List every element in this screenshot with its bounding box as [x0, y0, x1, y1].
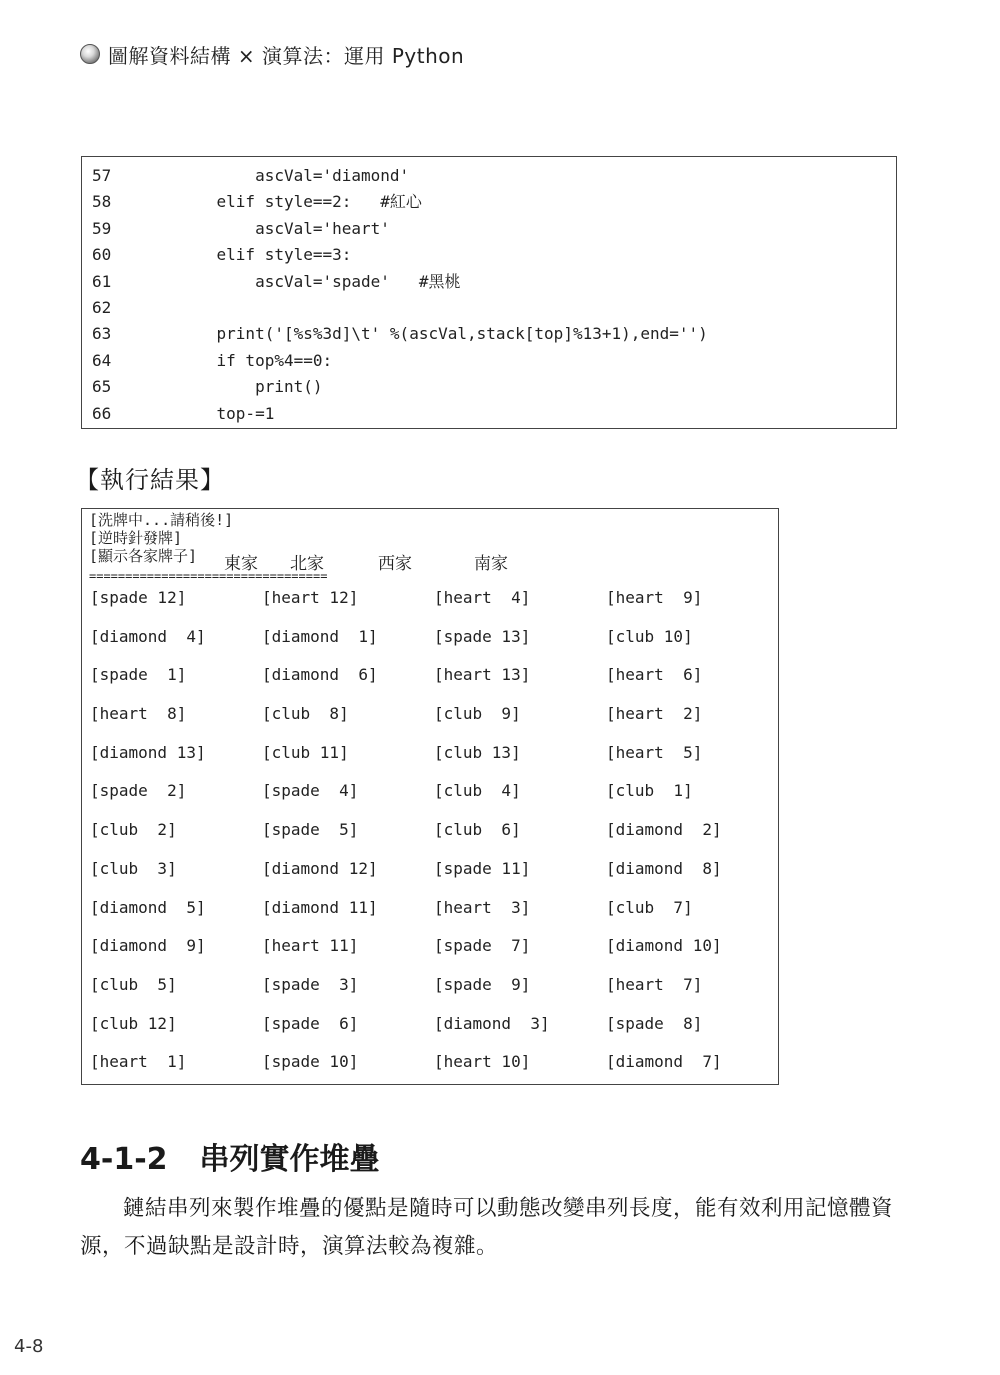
card-cell: [diamond 12]: [262, 858, 378, 878]
section-number: 4-1-2: [80, 1142, 168, 1177]
card-cell: [diamond 1]: [262, 626, 378, 646]
code-text: ascVal='heart': [178, 218, 390, 238]
card-row: [82, 588, 778, 627]
code-listing: [81, 156, 897, 429]
code-text: print('[%s%3d]\t' %(ascVal,stack[top]%13+1),end=''): [178, 324, 708, 344]
page-number: 4-8: [14, 1336, 44, 1357]
card-cell: [heart 5]: [606, 742, 703, 762]
player-west: 西家: [378, 554, 412, 574]
card-cell: [spade 8]: [606, 1013, 703, 1033]
code-line: [82, 216, 896, 242]
card-row: [82, 743, 778, 782]
code-text: elif style==2: #紅心: [178, 192, 422, 212]
card-cell: [heart 7]: [606, 974, 703, 994]
card-cell: [heart 4]: [434, 588, 531, 607]
card-row: [82, 1014, 778, 1053]
card-cell: [heart 12]: [262, 588, 359, 607]
card-cell: [heart 2]: [606, 704, 703, 724]
section-title: 串列實作堆疊: [199, 1142, 380, 1177]
line-number: 65: [92, 377, 112, 397]
card-cell: [club 9]: [434, 704, 521, 724]
line-number: 57: [92, 166, 112, 185]
card-cell: [diamond 7]: [606, 1052, 722, 1072]
output-console: [81, 508, 779, 1085]
code-text: if top%4==0:: [178, 350, 333, 370]
code-line: [82, 374, 896, 400]
card-cell: [diamond 3]: [434, 1013, 550, 1033]
card-cell: [diamond 4]: [90, 626, 206, 646]
card-cell: [club 11]: [262, 742, 349, 762]
card-grid: [82, 588, 778, 1091]
divider-line: =================================: [89, 569, 328, 583]
line-number: 60: [92, 245, 112, 265]
result-label: 【執行結果】: [75, 466, 225, 494]
card-cell: [heart 6]: [606, 665, 703, 685]
line-number: 66: [92, 403, 112, 423]
card-cell: [spade 13]: [434, 626, 531, 646]
code-text: ascVal='spade' #黑桃: [178, 271, 461, 291]
card-cell: [diamond 8]: [606, 858, 722, 878]
card-cell: [club 7]: [606, 897, 693, 917]
card-cell: [spade 2]: [90, 781, 187, 801]
card-cell: [diamond 6]: [262, 665, 378, 685]
card-cell: [spade 6]: [262, 1013, 359, 1033]
card-cell: [club 5]: [90, 974, 177, 994]
code-line: [82, 242, 896, 268]
card-cell: [diamond 13]: [90, 742, 206, 762]
card-row: [82, 820, 778, 859]
card-cell: [heart 8]: [90, 704, 187, 724]
card-row: [82, 1052, 778, 1091]
player-south: 南家: [474, 554, 508, 574]
card-row: [82, 898, 778, 937]
card-cell: [club 12]: [90, 1013, 177, 1033]
card-cell: [club 1]: [606, 781, 693, 801]
line-number: 59: [92, 218, 112, 238]
line-number: 63: [92, 324, 112, 344]
card-cell: [spade 4]: [262, 781, 359, 801]
running-header: [80, 40, 464, 68]
card-cell: [club 13]: [434, 742, 521, 762]
card-cell: [heart 3]: [434, 897, 531, 917]
line-number: 61: [92, 271, 112, 291]
line-number: 64: [92, 350, 112, 370]
card-cell: [heart 10]: [434, 1052, 531, 1072]
card-row: [82, 781, 778, 820]
card-cell: [heart 9]: [606, 588, 703, 607]
code-text: print(): [178, 377, 323, 397]
code-text: ascVal='diamond': [178, 166, 410, 185]
card-cell: [spade 1]: [90, 665, 187, 685]
code-line: [82, 348, 896, 374]
code-text: elif style==3:: [178, 245, 352, 265]
code-line: [82, 189, 896, 215]
card-cell: [club 6]: [434, 820, 521, 840]
card-row: [82, 859, 778, 898]
card-cell: [heart 1]: [90, 1052, 187, 1072]
line-number: 58: [92, 192, 112, 212]
card-cell: [spade 7]: [434, 936, 531, 956]
deal-message: [逆時針發牌]: [89, 529, 183, 547]
code-line: [82, 401, 896, 427]
player-headers: [82, 549, 778, 574]
code-line: [82, 269, 896, 295]
card-cell: [spade 9]: [434, 974, 531, 994]
section-heading: [80, 1134, 380, 1178]
show-hands-message: [顯示各家牌子]: [89, 547, 198, 565]
card-cell: [diamond 2]: [606, 820, 722, 840]
card-cell: [spade 11]: [434, 858, 531, 878]
card-cell: [heart 13]: [434, 665, 531, 685]
card-cell: [spade 12]: [90, 588, 187, 607]
card-cell: [club 4]: [434, 781, 521, 801]
card-cell: [diamond 9]: [90, 936, 206, 956]
code-line: [82, 295, 896, 321]
card-cell: [club 10]: [606, 626, 693, 646]
code-text: top-=1: [178, 403, 275, 423]
book-title: 圖解資料結構 × 演算法：運用 Python: [108, 43, 465, 68]
card-cell: [heart 11]: [262, 936, 359, 956]
code-line: [82, 163, 896, 189]
card-cell: [diamond 5]: [90, 897, 206, 917]
card-row: [82, 704, 778, 743]
code-line: [82, 321, 896, 347]
shuffle-message: [洗牌中...請稍後!]: [89, 511, 234, 529]
player-east: 東家: [224, 554, 258, 574]
card-cell: [spade 3]: [262, 974, 359, 994]
body-paragraph: 鏈結串列來製作堆疊的優點是隨時可以動態改變串列長度，能有效利用記憶體資源，不過缺點是設計時，演算法較為複雜。: [80, 1196, 894, 1259]
card-row: [82, 975, 778, 1014]
line-number: 62: [92, 297, 112, 317]
player-north: 北家: [290, 554, 324, 574]
card-cell: [club 8]: [262, 704, 349, 724]
card-cell: [spade 10]: [262, 1052, 359, 1072]
card-cell: [club 3]: [90, 858, 177, 878]
card-row: [82, 665, 778, 704]
bullet-icon: [80, 44, 100, 64]
card-cell: [diamond 10]: [606, 936, 722, 956]
card-cell: [club 2]: [90, 820, 177, 840]
card-row: [82, 627, 778, 666]
card-row: [82, 936, 778, 975]
card-cell: [diamond 11]: [262, 897, 378, 917]
card-cell: [spade 5]: [262, 820, 359, 840]
